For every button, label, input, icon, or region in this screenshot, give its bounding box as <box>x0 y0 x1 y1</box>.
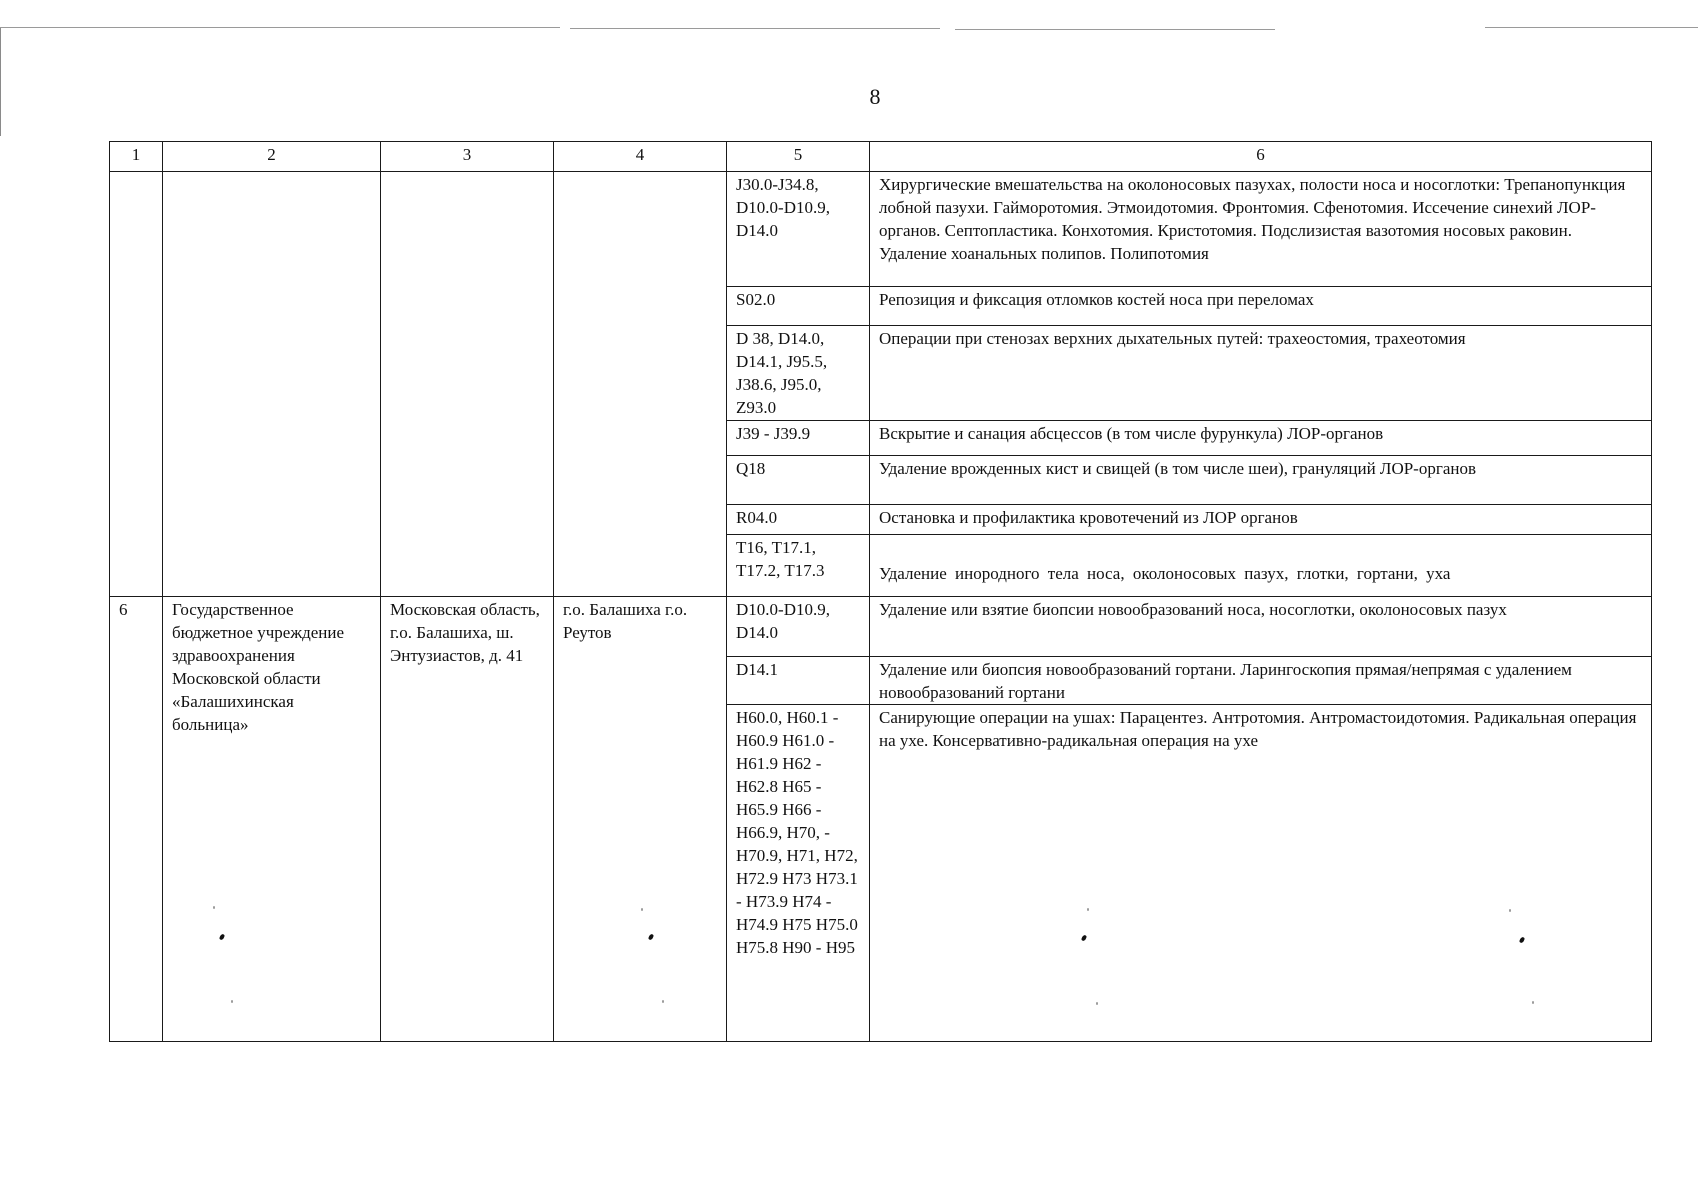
procedure-description: Вскрытие и санация абсцессов (в том числе фурункула) ЛОР-органов <box>870 421 1652 456</box>
column-header: 2 <box>163 142 381 172</box>
scan-left-edge <box>0 28 1 136</box>
procedure-description: Репозиция и фиксация отломков костей носа при переломах <box>870 287 1652 326</box>
scan-top-edge <box>1485 27 1698 28</box>
scan-top-edge <box>955 29 1275 30</box>
number-cell-empty <box>110 172 163 597</box>
institution-cell-empty <box>163 172 381 597</box>
diagnosis-codes: S02.0 <box>727 287 870 326</box>
procedure-description: Операции при стенозах верхних дыхательных путей: трахеостомия, трахеотомия <box>870 326 1652 421</box>
column-header: 6 <box>870 142 1652 172</box>
institution-name: Государственное бюджетное учреждение здравоохранения Московской области «Балашихинская больница» <box>163 597 381 1042</box>
diagnosis-codes: J30.0-J34.8, D10.0-D10.9, D14.0 <box>727 172 870 287</box>
scan-speck <box>1509 909 1511 912</box>
table-row <box>110 172 1652 287</box>
column-header: 4 <box>554 142 727 172</box>
diagnosis-codes: D10.0-D10.9, D14.0 <box>727 597 870 657</box>
procedure-description: Удаление или биопсия новообразований гортани. Ларингоскопия прямая/непрямая с удалением новообразований гортани <box>870 657 1652 705</box>
diagnosis-codes: D 38, D14.0, D14.1, J95.5, J38.6, J95.0, Z93.0 <box>727 326 870 421</box>
scan-speck <box>662 1000 664 1003</box>
diagnosis-codes: Q18 <box>727 456 870 505</box>
diagnosis-codes: R04.0 <box>727 505 870 535</box>
institution-number: 6 <box>110 597 163 1042</box>
table-header-row <box>110 142 1652 172</box>
table-row <box>110 597 1652 657</box>
column-header: 1 <box>110 142 163 172</box>
institution-address: Московская область, г.о. Балашиха, ш. Энтузиастов, д. 41 <box>381 597 554 1042</box>
territory-cell-empty <box>554 172 727 597</box>
scan-speck <box>1087 908 1089 911</box>
page-number: 8 <box>869 84 881 109</box>
procedure-description: Удаление врожденных кист и свищей (в том числе шеи), грануляций ЛОР-органов <box>870 456 1652 505</box>
procedure-description: Остановка и профилактика кровотечений из ЛОР органов <box>870 505 1652 535</box>
diagnosis-codes: D14.1 <box>727 657 870 705</box>
procedure-description: Удаление или взятие биопсии новообразований носа, носоглотки, околоносовых пазух <box>870 597 1652 657</box>
procedure-description: Удаление инородного тела носа, околоносовых пазух, глотки, гортани, уха <box>870 535 1652 597</box>
scan-speck <box>1096 1002 1098 1005</box>
procedure-description: Хирургические вмешательства на околоносовых пазухах, полости носа и носоглотки: Трепанопункция лобной пазухи. Гайморотомия. Этмоидотомия. Фронтомия. Сфенотомия. Иссечение синехий ЛОР-органов. Септопластика. Конхотомия. Кристотомия. Подслизистая вазотомия носовых раковин. Удаление хоанальных полипов. Полипотомия <box>870 172 1652 287</box>
column-header: 5 <box>727 142 870 172</box>
scan-top-edge <box>570 28 940 29</box>
diagnosis-codes: H60.0, H60.1 -H60.9 H61.0 - H61.9 H62 - H62.8 H65 - H65.9 H66 - H66.9, H70, - H70.9, H71, H72, H72.9 H73 H73.1 - H73.9 H74 - H74.9 H75 H75.0 H75.8 H90 - H95 <box>727 705 870 1042</box>
scan-speck <box>1532 1001 1534 1004</box>
procedure-description: Санирующие операции на ушах: Парацентез. Антротомия. Антромастоидотомия. Радикальная операция на ухе. Консервативно-радикальная операция на ухе <box>870 705 1652 1042</box>
service-territory: г.о. Балашиха г.о. Реутов <box>554 597 727 1042</box>
scan-top-edge <box>0 27 560 28</box>
scan-speck <box>213 906 215 909</box>
address-cell-empty <box>381 172 554 597</box>
scan-speck <box>641 908 643 911</box>
diagnosis-codes: J39 - J39.9 <box>727 421 870 456</box>
procedures-table <box>109 141 1652 1042</box>
scan-speck <box>231 1000 233 1003</box>
column-header: 3 <box>381 142 554 172</box>
diagnosis-codes: T16, T17.1, T17.2, T17.3 <box>727 535 870 597</box>
